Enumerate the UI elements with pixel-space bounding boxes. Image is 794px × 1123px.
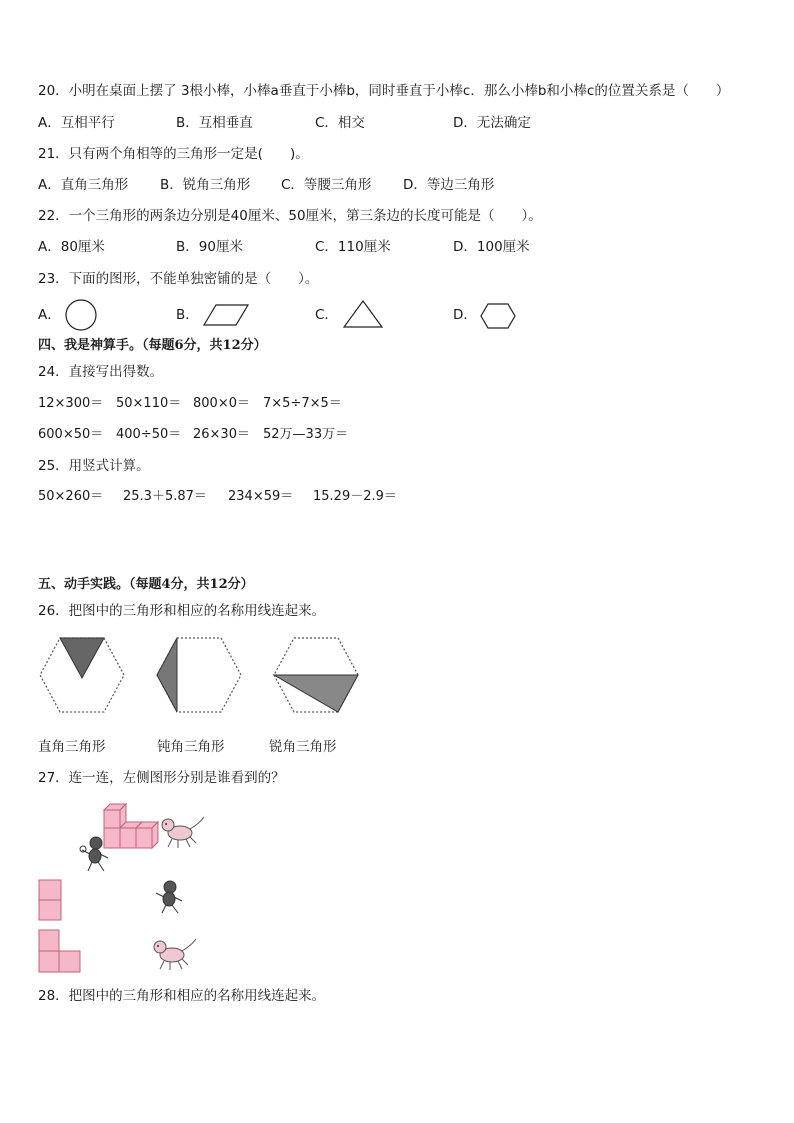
- q24-expression: 600×50＝: [38, 427, 104, 442]
- q22-option-a[interactable]: A．80厘米: [38, 239, 105, 255]
- question-21-text: 21．只有两个角相等的三角形一定是( )。: [38, 146, 309, 162]
- question-24-text: 24．直接写出得数。: [38, 364, 164, 380]
- question-23-text: 23．下面的图形，不能单独密铺的是（ ）。: [38, 271, 319, 287]
- triangle-icon: [342, 299, 384, 329]
- hexagon-figure-3: [272, 634, 362, 716]
- q21-option-c[interactable]: C．等腰三角形: [281, 177, 372, 193]
- q21-option-d[interactable]: D．等边三角形: [403, 177, 495, 193]
- q20-option-a[interactable]: A．互相平行: [38, 115, 115, 131]
- hexagon-figure-1: [38, 634, 128, 716]
- q23-option-d[interactable]: D．: [453, 307, 477, 323]
- q25-expression: 234×59＝: [228, 489, 294, 504]
- circle-icon: [64, 298, 98, 332]
- section-5-heading: 五、动手实践。（每题4分，共12分）: [38, 577, 254, 592]
- q20-option-c[interactable]: C．相交: [315, 115, 365, 131]
- q20-option-b[interactable]: B．互相垂直: [176, 115, 253, 131]
- q21-option-a[interactable]: A．直角三角形: [38, 177, 129, 193]
- monkey-icon: [78, 834, 114, 874]
- question-25-text: 25．用竖式计算。: [38, 458, 150, 474]
- q22-option-c[interactable]: C．110厘米: [315, 239, 391, 255]
- q22-option-b[interactable]: B．90厘米: [176, 239, 243, 255]
- q24-expression: 400÷50＝: [116, 427, 182, 442]
- hexagon-icon: [479, 302, 517, 330]
- question-20-text: 20．小明在桌面上摆了 3根小棒，小棒a垂直于小棒b，同时垂直于小棒c．那么小棒b和小棒c的位置关系是（ ）: [38, 83, 730, 99]
- q24-expression: 50×110＝: [116, 396, 182, 411]
- q24-expression: 52万—33万＝: [263, 427, 349, 442]
- view-shape-2: [38, 929, 84, 975]
- q25-expression: 15.29－2.9＝: [313, 489, 397, 504]
- q26-label-acute-triangle: 锐角三角形: [269, 739, 337, 755]
- q22-option-d[interactable]: D．100厘米: [453, 239, 530, 255]
- dog-icon: [150, 935, 202, 973]
- q24-expression: 7×5÷7×5＝: [263, 396, 342, 411]
- monkey-icon: [152, 879, 188, 915]
- q20-option-d[interactable]: D．无法确定: [453, 115, 531, 131]
- dog-icon: [158, 813, 210, 851]
- q23-option-c[interactable]: C．: [315, 307, 338, 323]
- q23-option-a[interactable]: A．: [38, 307, 61, 323]
- question-27-text: 27．连一连，左侧图形分别是谁看到的？: [38, 770, 285, 786]
- q21-option-b[interactable]: B．锐角三角形: [160, 177, 251, 193]
- q24-expression: 26×30＝: [193, 427, 250, 442]
- q26-label-right-triangle: 直角三角形: [38, 739, 106, 755]
- q25-expression: 25.3＋5.87＝: [123, 489, 207, 504]
- q25-expression: 50×260＝: [38, 489, 104, 504]
- question-22-text: 22．一个三角形的两条边分别是40厘米、50厘米，第三条边的长度可能是（ ）。: [38, 208, 542, 224]
- q24-expression: 12×300＝: [38, 396, 104, 411]
- section-4-heading: 四、我是神算手。（每题6分，共12分）: [38, 338, 267, 353]
- view-shape-1: [38, 879, 64, 923]
- q24-expression: 800×0＝: [193, 396, 250, 411]
- question-28-text: 28．把图中的三角形和相应的名称用线连起来。: [38, 988, 326, 1004]
- hexagon-figure-2: [155, 634, 245, 716]
- question-26-text: 26．把图中的三角形和相应的名称用线连起来。: [38, 603, 326, 619]
- q23-option-b[interactable]: B．: [176, 307, 199, 323]
- q26-label-obtuse-triangle: 钝角三角形: [157, 739, 225, 755]
- parallelogram-icon: [202, 303, 250, 327]
